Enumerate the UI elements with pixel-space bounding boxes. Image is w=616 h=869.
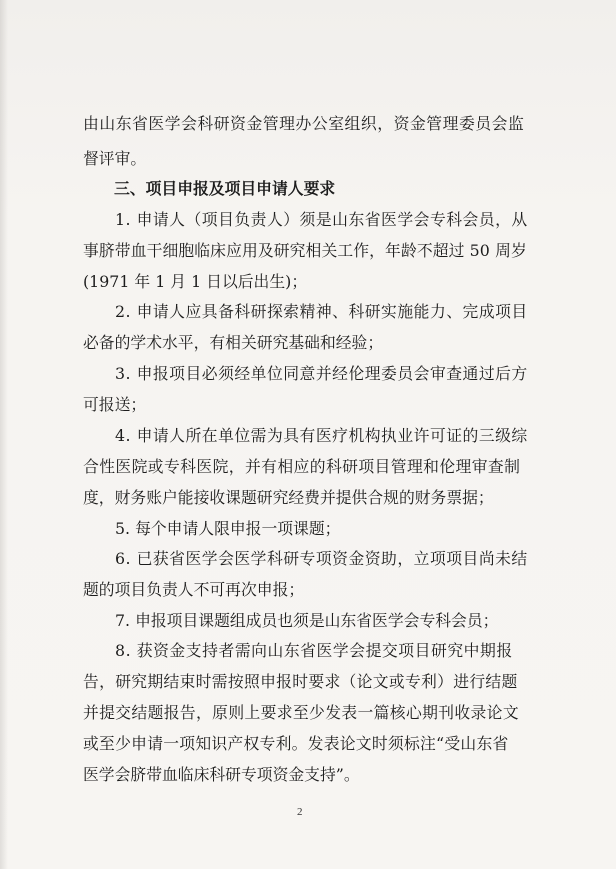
text-line-12: 合性医院或专科医院，并有相应的科研项目管理和伦理审查制 — [83, 457, 521, 476]
text-line-5: 事脐带血干细胞临床应用及研究相关工作，年龄不超过 50 周岁 — [83, 241, 527, 260]
text-line-20: 并提交结题报告，原则上要求至少发表一篇核心期刊收录论文 — [83, 703, 519, 722]
text-line-10: 可报送； — [83, 395, 147, 414]
text-line-21: 或至少申请一项知识产权专利。发表论文时须标注“受山东省 — [83, 734, 509, 753]
page-number: 2 — [297, 806, 303, 818]
text-line-14: 5. 每个申请人限申报一项课题； — [115, 519, 341, 538]
text-line-22: 医学会脐带血临床科研专项资金支持”。 — [83, 765, 360, 784]
text-line-6: (1971 年 1 月 1 日以后出生)； — [83, 272, 308, 291]
text-line-4: 1. 申请人（项目负责人）须是山东省医学会专科会员，从 — [115, 210, 528, 229]
text-line-13: 度，财务账户能接收课题研究经费并提供合规的财务票据； — [83, 488, 494, 507]
text-line-1: 由山东省医学会科研资金管理办公室组织，资金管理委员会监 — [83, 114, 525, 133]
text-line-18: 8. 获资金支持者需向山东省医学会提交项目研究中期报 — [115, 641, 513, 660]
text-line-9: 3. 申报项目必须经单位同意并经伦理委员会审查通过后方 — [115, 364, 528, 383]
text-line-17: 7. 申报项目课题组成员也须是山东省医学会专科会员； — [115, 611, 499, 630]
section-heading: 三、项目申报及项目申请人要求 — [114, 179, 336, 198]
text-line-7: 2. 申请人应具备科研探索精神、科研实施能力、完成项目 — [115, 302, 528, 321]
scan-edge-shadow — [0, 0, 8, 869]
text-line-16: 题的项目负责人不可再次申报； — [83, 580, 305, 599]
text-line-19: 告，研究期结束时需按照申报时要求（论文或专利）进行结题 — [83, 672, 518, 691]
text-line-2: 督评审。 — [83, 149, 147, 168]
text-line-8: 必备的学术水平，有相关研究基础和经验； — [83, 333, 384, 352]
text-line-11: 4. 申请人所在单位需为具有医疗机构执业许可证的三级综 — [115, 426, 528, 445]
text-line-15: 6. 已获省医学会医学科研专项资金资助，立项项目尚未结 — [115, 549, 528, 568]
